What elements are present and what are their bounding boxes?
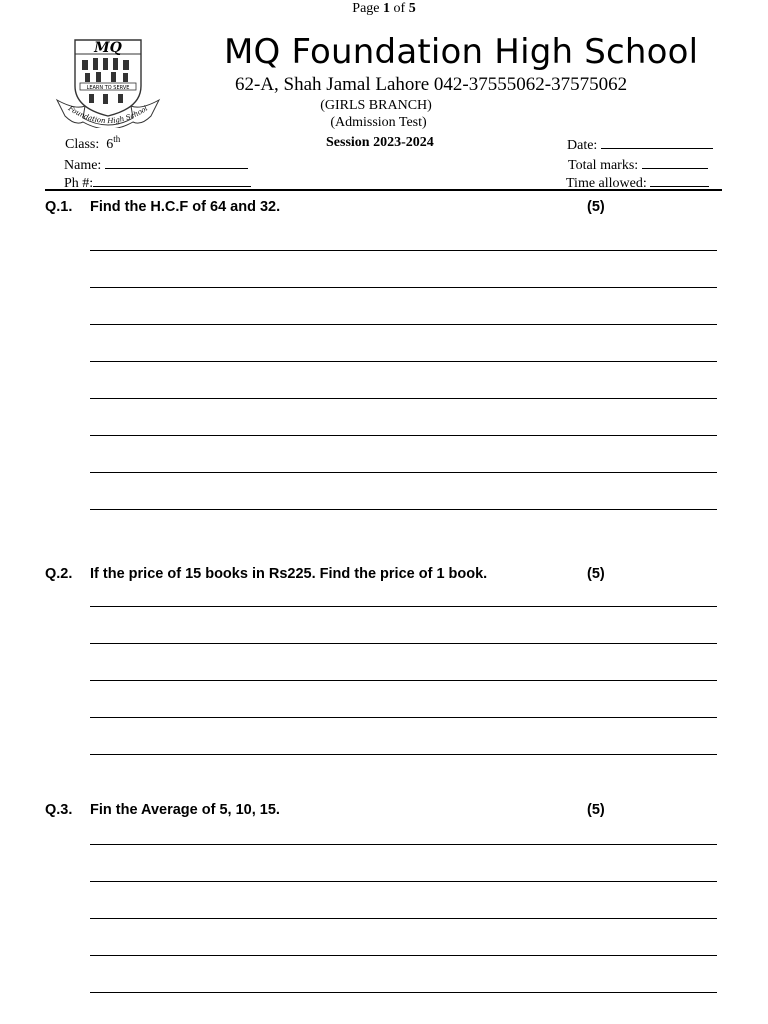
answer-line[interactable] [90,361,717,362]
answer-line[interactable] [90,918,717,919]
answer-line[interactable] [90,680,717,681]
question-1-number: Q.1. [45,199,73,215]
class-value: 6 [106,137,114,152]
answer-line[interactable] [90,881,717,882]
question-1-marks: (5) [587,199,605,215]
header-divider [45,189,722,191]
total-marks-label: Total marks: [568,158,639,173]
answer-line[interactable] [90,472,717,473]
session-label: Session 2023-2024 [326,135,434,150]
answer-line[interactable] [90,398,717,399]
page-current: 1 [383,1,391,16]
question-1-text: Find the H.C.F of 64 and 32. [90,199,281,215]
answer-line[interactable] [90,287,717,288]
total-marks-blank[interactable] [642,155,708,169]
answer-line[interactable] [90,606,717,607]
question-2-number: Q.2. [45,566,73,582]
school-address: 62-A, Shah Jamal Lahore 042-37555062-37575062 [235,74,628,95]
branch-label: (GIRLS BRANCH) [320,98,432,113]
page-separator: of [393,1,406,16]
phone-label: Ph #: [64,176,94,191]
class-label: Class: [65,137,100,152]
answer-line[interactable] [90,844,717,845]
test-type-label: (Admission Test) [330,115,427,130]
date-label: Date: [567,138,598,153]
page-total: 5 [408,1,416,16]
logo-monogram: MQ [94,40,122,56]
class-suffix: th [113,134,121,144]
answer-line[interactable] [90,435,717,436]
answer-line[interactable] [90,643,717,644]
answer-line[interactable] [90,717,717,718]
answer-line[interactable] [90,250,717,251]
answer-line[interactable] [90,992,717,993]
page-prefix: Page [352,1,380,16]
time-allowed-blank[interactable] [650,173,709,187]
class-field [65,134,120,153]
date-field [567,135,713,154]
logo-motto: LEARN TO SERVE [86,85,130,91]
name-field [64,155,248,174]
name-blank[interactable] [105,155,248,169]
question-2-text: If the price of 15 books in Rs225. Find the price of 1 book. [90,566,488,582]
school-name: MQ Foundation High School [224,32,699,72]
answer-line[interactable] [90,324,717,325]
phone-blank[interactable] [93,173,251,187]
name-label: Name: [64,158,102,173]
date-blank[interactable] [601,135,713,149]
logo-ring-text: Foundation High School [66,104,150,126]
question-3-text: Fin the Average of 5, 10, 15. [90,802,280,818]
answer-line[interactable] [90,509,717,510]
total-marks-field [568,155,708,174]
time-allowed-label: Time allowed: [566,176,647,191]
question-3-marks: (5) [587,802,605,818]
page-indicator [0,1,768,17]
question-2-marks: (5) [587,566,605,582]
answer-line[interactable] [90,754,717,755]
question-3-number: Q.3. [45,802,73,818]
answer-line[interactable] [90,955,717,956]
